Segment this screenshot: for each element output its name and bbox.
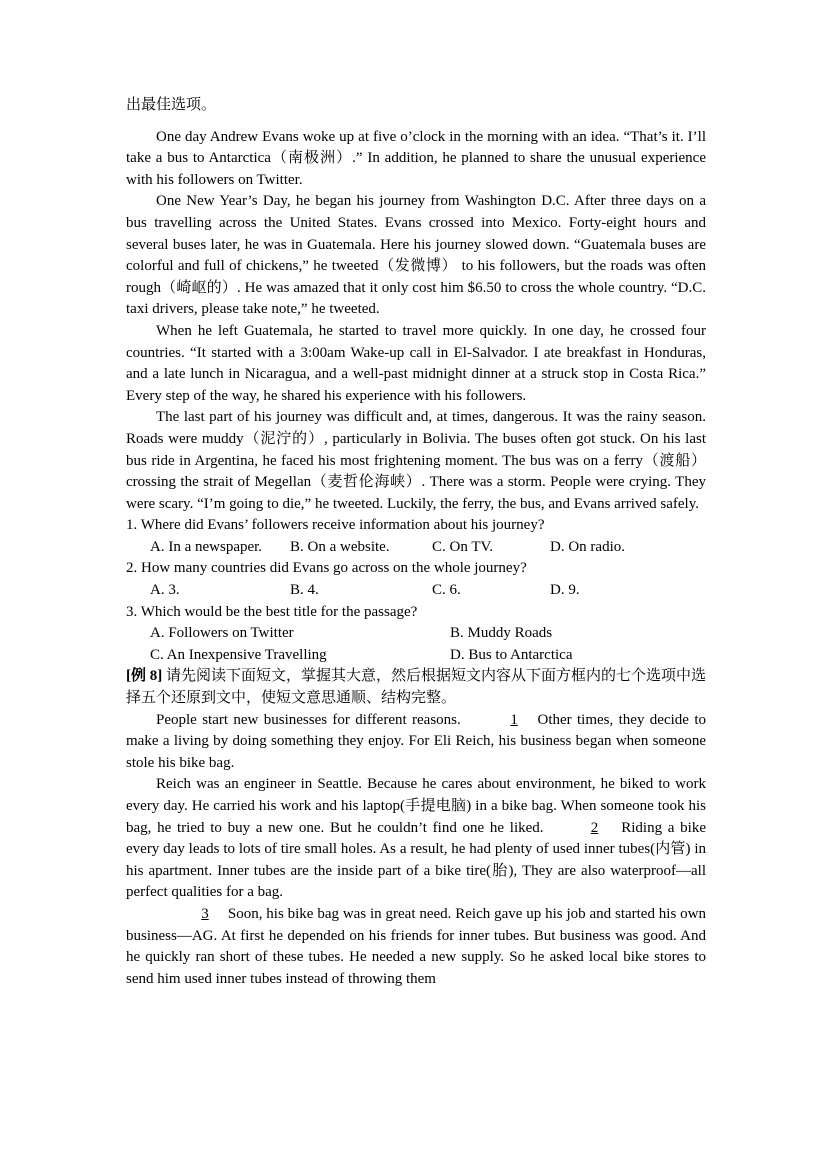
question-options xyxy=(150,623,706,666)
passage1-paragraph: One day Andrew Evans woke up at five o’clock in the morning with an idea. “That’s it. I’ll take a bus to Antarctica（南极洲）.” In addition, he planned to share the unusual experience with his followers on Twitter. xyxy=(126,128,706,188)
question-stem: 2. How many countries did Evans go across on the whole journey? xyxy=(126,560,527,577)
passage1-paragraph: When he left Guatemala, he started to travel more quickly. In one day, he crossed four countries. “It started with a 3:00am Wake-up call in El-Salvador. I ate breakfast in Honduras, and a late lunch in Nicaragua, and a well-past midnight dinner at a struck stop in Costa Rica.” Every step of the way, he shared his experience with his followers. xyxy=(126,322,706,404)
option-d: D. 9. xyxy=(550,582,580,599)
document-page xyxy=(126,95,706,990)
example-tag: [例 8] xyxy=(126,668,163,685)
option-d: D. Bus to Antarctica xyxy=(450,646,573,663)
question-1 xyxy=(126,515,706,558)
option-b: B. Muddy Roads xyxy=(450,625,553,642)
option-a: A. 3. xyxy=(150,582,180,599)
text-run: People start new businesses for different reasons. xyxy=(156,711,467,728)
text-run: Riding a bike every day leads to lots of tire small holes. As a result, he had plenty of used inner tubes(内管) in his apartment. Inner tubes are the inside part of a bike tire(胎), They are also waterproof—all perfect qualities for a bag. xyxy=(126,819,706,901)
question-stem: 1. Where did Evans’ followers receive information about his journey? xyxy=(126,517,545,534)
text-run: Soon, his bike bag was in great need. Reich gave up his job and started his own business—AG. At first he depended on his friends for inner tubes. But business was good. And he quickly ran short of these tubes. He needed a new supply. So he asked local bike stores to send him used inner tubes instead of throwing them xyxy=(126,905,706,987)
blank-2: 2 xyxy=(590,819,599,836)
blank-1: 1 xyxy=(510,711,518,728)
question-options xyxy=(150,537,706,559)
option-c: C. An Inexpensive Travelling xyxy=(150,646,327,663)
text-run: Other times, they decide to make a living by doing something they enjoy. For Eli Reich, his business began when someone stole his bike bag. xyxy=(126,711,706,771)
passage1-paragraph: One New Year’s Day, he began his journey from Washington D.C. After three days on a bus travelling across the United States. Evans crossed into Mexico. Forty-eight hours and several buses later, he was in Guatemala. Here his journey slowed down. “Guatemala buses are colorful and full of chickens,” he tweeted（发微博） to his followers, but the roads was often rough（崎岖的）. He was amazed that it only cost him $6.50 to cross the whole country. “D.C. taxi drivers, please take note,” he tweeted. xyxy=(126,193,706,318)
option-a: A. Followers on Twitter xyxy=(150,625,294,642)
question-stem: 3. Which would be the best title for the passage? xyxy=(126,603,418,620)
question-options xyxy=(150,580,706,602)
passage2-paragraph xyxy=(126,904,706,990)
option-d: D. On radio. xyxy=(550,538,625,555)
option-b: B. On a website. xyxy=(290,538,390,555)
example-instruction xyxy=(126,666,706,709)
text-run: Reich was an engineer in Seattle. Because he cares about environment, he biked to work every day. He carried his work and his laptop(手提电脑) in a bike bag. When someone took his bag, he tried to buy a new one. But he couldn’t find one he liked. xyxy=(126,776,706,836)
option-a: A. In a newspaper. xyxy=(150,538,263,555)
instruction-text: 请先阅读下面短文，掌握其大意，然后根据短文内容从下面方框内的七个选项中选择五个还原到文中，使短文意思通顺、结构完整。 xyxy=(126,668,707,707)
question-3 xyxy=(126,602,706,667)
option-b: B. 4. xyxy=(290,582,319,599)
option-c: C. On TV. xyxy=(432,538,494,555)
passage1-paragraph: The last part of his journey was difficult and, at times, dangerous. It was the rainy season. Roads were muddy（泥泞的）, particularly in Bolivia. The buses often got stuck. On his last bus ride in Argentina, he faced his most frightening moment. The bus was on a ferry（渡船）crossing the strait of Megellan（麦哲伦海峡）. There was a storm. People were crying. They were scary. “I’m going to die,” he tweeted. Luckily, the ferry, the bus, and Evans arrived safely. xyxy=(126,409,706,512)
question-2 xyxy=(126,558,706,601)
blank-3: 3 xyxy=(201,905,209,922)
option-c: C. 6. xyxy=(432,582,461,599)
intro-line: 出最佳选项。 xyxy=(126,97,217,113)
passage2-paragraph xyxy=(126,710,706,775)
passage2-paragraph xyxy=(126,774,706,904)
